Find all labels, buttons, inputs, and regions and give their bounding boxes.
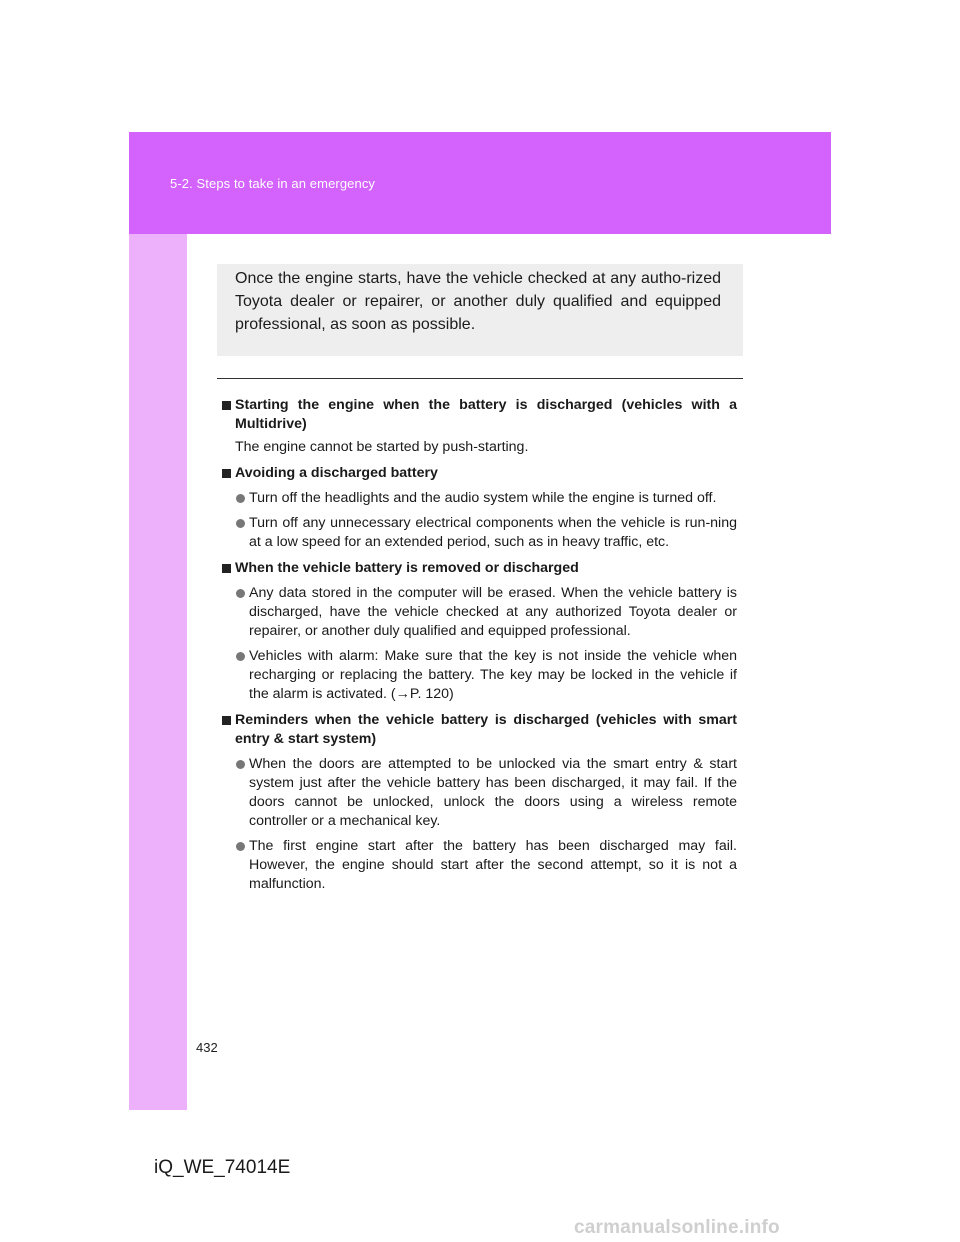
square-bullet-icon bbox=[222, 469, 231, 478]
bullet-text: Turn off any unnecessary electrical components when the vehicle is run-ning at a low speed for an extended period, such as in heavy traffic, etc. bbox=[249, 515, 737, 550]
note-heading-text: Reminders when the vehicle battery is discharged (vehicles with smart entry & start system) bbox=[235, 712, 737, 747]
round-bullet-icon bbox=[236, 760, 245, 769]
round-bullet-icon bbox=[236, 519, 245, 528]
round-bullet-icon bbox=[236, 652, 245, 661]
caution-box: Once the engine starts, have the vehicle checked at any autho-rized Toyota dealer or repairer, or another duly qualified and equipped professional, as soon as possible. bbox=[217, 264, 743, 356]
bullet-text: Turn off the headlights and the audio system while the engine is turned off. bbox=[249, 490, 717, 506]
bullet-item bbox=[222, 489, 737, 508]
note-heading bbox=[222, 396, 737, 434]
note-heading bbox=[222, 559, 737, 578]
note-heading-text: When the vehicle battery is removed or discharged bbox=[235, 560, 579, 576]
round-bullet-icon bbox=[236, 842, 245, 851]
page-number: 432 bbox=[196, 1040, 218, 1055]
document-code: iQ_WE_74014E bbox=[154, 1157, 291, 1178]
round-bullet-icon bbox=[236, 589, 245, 598]
chapter-header-band bbox=[129, 132, 831, 234]
note-multidrive-start bbox=[222, 396, 737, 457]
chapter-side-bar bbox=[129, 234, 187, 1110]
watermark: carmanualsonline.info bbox=[574, 1217, 780, 1238]
notes-content bbox=[222, 396, 737, 901]
note-avoid-discharge bbox=[222, 464, 737, 552]
bullet-text: Any data stored in the computer will be erased. When the vehicle battery is discharged, have the vehicle checked at any authorized Toyota dealer or repairer, or another duly qualified and equipped professional. bbox=[249, 585, 737, 639]
bullet-text: The first engine start after the battery has been discharged may fail. However, the engine should start after the second attempt, so it is not a malfunction. bbox=[249, 838, 737, 892]
bullet-item bbox=[222, 647, 737, 704]
bullet-item bbox=[222, 755, 737, 831]
note-battery-removed bbox=[222, 559, 737, 704]
note-heading-text: Avoiding a discharged battery bbox=[235, 465, 438, 481]
note-heading-text: Starting the engine when the battery is discharged (vehicles with a Multidrive) bbox=[235, 397, 737, 432]
bullet-item bbox=[222, 837, 737, 894]
bullet-text: When the doors are attempted to be unlocked via the smart entry & start system just after the vehicle battery has been discharged, it may fail. If the doors cannot be unlocked, unlock the doors using a wireless remote controller or a mechanical key. bbox=[249, 756, 737, 829]
square-bullet-icon bbox=[222, 564, 231, 573]
section-divider bbox=[217, 378, 743, 379]
note-text: The engine cannot be started by push-starting. bbox=[235, 439, 529, 455]
square-bullet-icon bbox=[222, 401, 231, 410]
section-title: 5-2. Steps to take in an emergency bbox=[170, 176, 376, 191]
note-heading bbox=[222, 464, 737, 483]
note-heading bbox=[222, 711, 737, 749]
note-smart-entry bbox=[222, 711, 737, 894]
bullet-text: Vehicles with alarm: Make sure that the key is not inside the vehicle when recharging or replacing the battery. The key may be locked in the vehicle if the alarm is activated. (→P. 120) bbox=[249, 648, 737, 702]
square-bullet-icon bbox=[222, 716, 231, 725]
bullet-item bbox=[222, 584, 737, 641]
bullet-item bbox=[222, 514, 737, 552]
round-bullet-icon bbox=[236, 494, 245, 503]
